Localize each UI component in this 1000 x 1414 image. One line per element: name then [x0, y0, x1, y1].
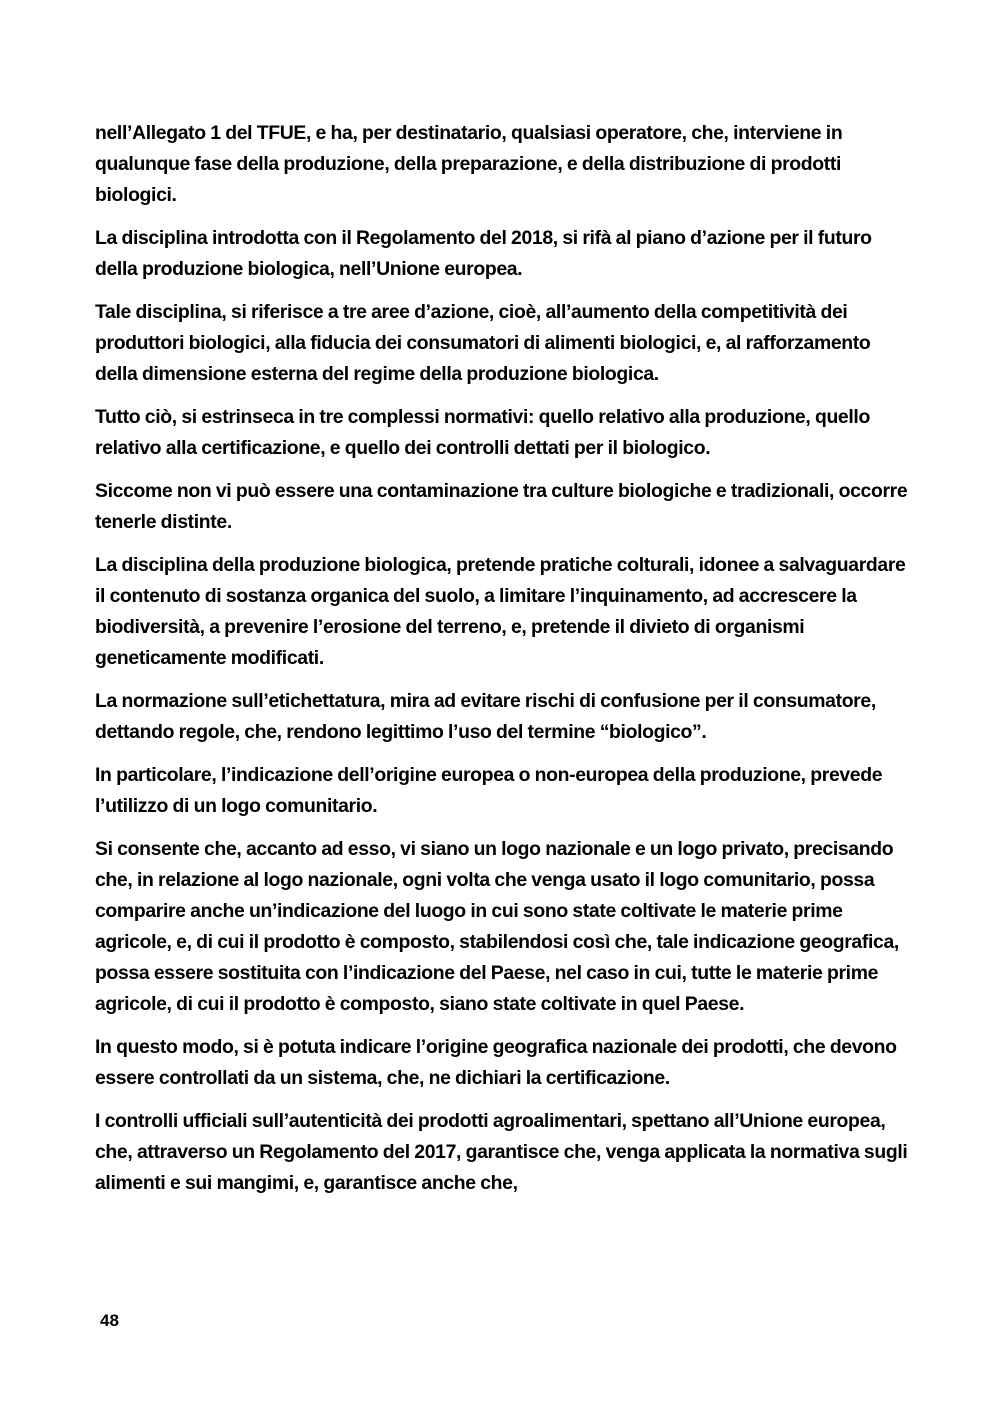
paragraph: In particolare, l’indicazione dell’origine europea o non-europea della produzione, prevede l’utilizzo di un logo comunitario.	[95, 764, 883, 817]
body-text	[95, 118, 915, 1211]
paragraph: Tale disciplina, si riferisce a tre aree d’azione, cioè, all’aumento della competitività dei produttori biologici, alla fiducia dei consumatori di alimenti biologici, e, al rafforzamento della dimensione esterna del regime della produzione biologica.	[95, 301, 871, 385]
paragraph: I controlli ufficiali sull’autenticità dei prodotti agroalimentari, spettano all’Unione europea, che, attraverso un Regolamento del 2017, garantisce che, venga applicata la normativa sugli alimenti e sui mangimi, e, garantisce anche che,	[95, 1110, 908, 1194]
paragraph: Tutto ciò, si estrinseca in tre complessi normativi: quello relativo alla produzione, quello relativo alla certificazione, e quello dei controlli dettati per il biologico.	[95, 406, 870, 459]
paragraph: In questo modo, si è potuta indicare l’origine geografica nazionale dei prodotti, che devono essere controllati da un sistema, che, ne dichiari la certificazione.	[95, 1036, 897, 1089]
paragraph: Si consente che, accanto ad esso, vi siano un logo nazionale e un logo privato, precisando che, in relazione al logo nazionale, ogni volta che venga usato il logo comunitario, possa comparire anche un’indicazione del luogo in cui sono state coltivate le materie prime agricole, e, di cui il prodotto è composto, stabilendosi così che, tale indicazione geografica, possa essere sostituita con l’indicazione del Paese, nel caso in cui, tutte le materie prime agricole, di cui il prodotto è composto, siano state coltivate in quel Paese.	[95, 838, 899, 1015]
paragraph: Siccome non vi può essere una contaminazione tra culture biologiche e tradizionali, occorre tenerle distinte.	[95, 480, 908, 533]
paragraph: La normazione sull’etichettatura, mira ad evitare rischi di confusione per il consumatore, dettando regole, che, rendono legittimo l’uso del termine “biologico”.	[95, 690, 876, 743]
paragraph: nell’Allegato 1 del TFUE, e ha, per destinatario, qualsiasi operatore, che, interviene in qualunque fase della produzione, della preparazione, e della distribuzione di prodotti biologici.	[95, 122, 843, 206]
paragraph: La disciplina introdotta con il Regolamento del 2018, si rifà al piano d’azione per il futuro della produzione biologica, nell’Unione europea.	[95, 227, 872, 280]
paragraph: La disciplina della produzione biologica, pretende pratiche colturali, idonee a salvaguardare il contenuto di sostanza organica del suolo, a limitare l’inquinamento, ad accrescere la biodiversità, a prevenire l’erosione del terreno, e, pretende il divieto di organismi geneticamente modificati.	[95, 554, 906, 669]
page-number: 48	[100, 1311, 119, 1330]
